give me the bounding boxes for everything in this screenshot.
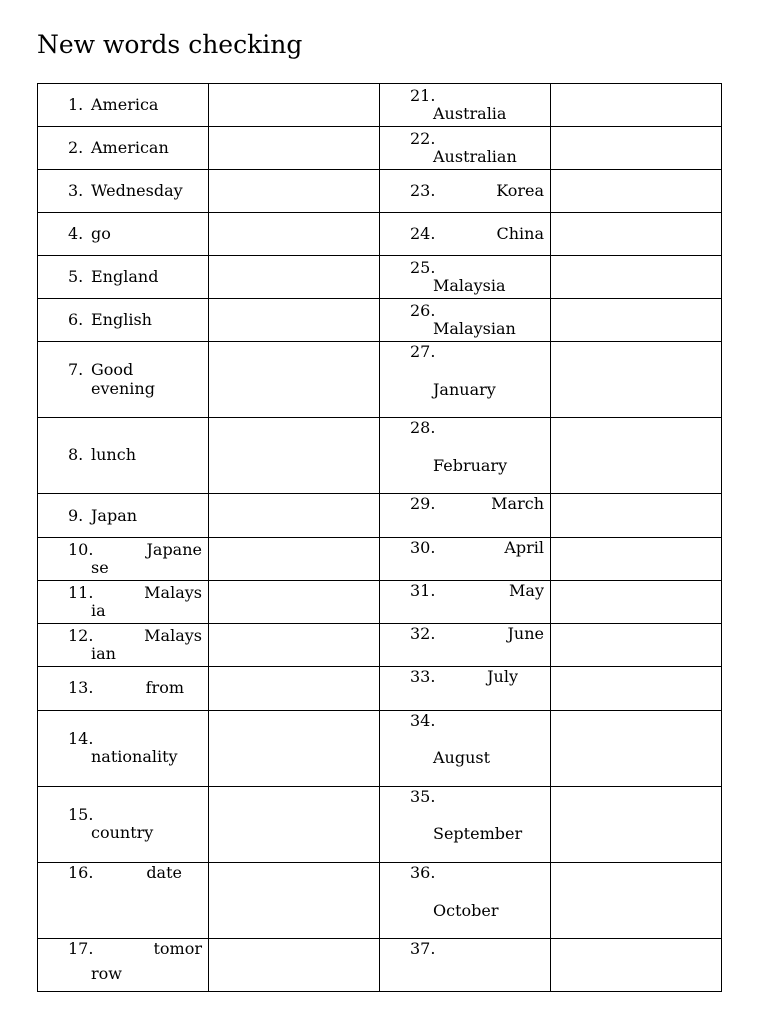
item-word: August	[433, 748, 491, 767]
item-number: 37.	[410, 939, 436, 958]
item-number: 3.	[68, 181, 84, 200]
left-answer-cell[interactable]	[209, 494, 380, 538]
item-number: 15.	[68, 805, 94, 824]
table-row	[38, 170, 722, 213]
left-answer-cell[interactable]	[209, 213, 380, 256]
right-answer-cell[interactable]	[551, 170, 722, 213]
item-number: 25.	[410, 258, 436, 277]
item-number: 30.	[410, 538, 436, 557]
table-row	[38, 127, 722, 170]
left-word-cell	[38, 342, 209, 418]
table-row	[38, 418, 722, 494]
right-answer-cell[interactable]	[551, 494, 722, 538]
item-word: March	[491, 494, 544, 513]
right-answer-cell[interactable]	[551, 256, 722, 299]
left-answer-cell[interactable]	[209, 342, 380, 418]
item-word: lunch	[91, 445, 136, 464]
table-row	[38, 342, 722, 418]
right-word-cell	[380, 342, 551, 418]
item-word: June	[507, 624, 544, 643]
table-row	[38, 494, 722, 538]
table-row	[38, 256, 722, 299]
item-number: 16.	[68, 863, 94, 882]
item-word: Malaysia	[433, 276, 506, 295]
table-row	[38, 299, 722, 342]
right-word-cell	[380, 256, 551, 299]
item-word: Australia	[433, 104, 507, 123]
item-word: go	[91, 224, 111, 243]
item-word: from	[145, 678, 184, 697]
right-word-cell	[380, 494, 551, 538]
left-word-cell	[38, 939, 209, 992]
right-answer-cell[interactable]	[551, 863, 722, 939]
item-word-continued: ian	[91, 644, 116, 663]
left-answer-cell[interactable]	[209, 84, 380, 127]
item-word: May	[509, 581, 544, 600]
right-answer-cell[interactable]	[551, 939, 722, 992]
table-row	[38, 624, 722, 667]
item-word: Malays	[144, 626, 202, 645]
left-word-cell	[38, 299, 209, 342]
left-word-cell	[38, 711, 209, 787]
right-answer-cell[interactable]	[551, 342, 722, 418]
item-number: 9.	[68, 506, 84, 525]
item-word: September	[433, 824, 523, 843]
item-word: tomor	[153, 939, 202, 958]
left-answer-cell[interactable]	[209, 939, 380, 992]
right-word-cell	[380, 127, 551, 170]
left-answer-cell[interactable]	[209, 538, 380, 581]
right-answer-cell[interactable]	[551, 667, 722, 711]
left-word-cell	[38, 624, 209, 667]
item-number: 17.	[68, 939, 94, 958]
item-number: 10.	[68, 540, 94, 559]
item-number: 35.	[410, 787, 436, 806]
right-word-cell	[380, 711, 551, 787]
item-word: American	[91, 138, 169, 157]
item-number: 28.	[410, 418, 436, 437]
item-word: country	[91, 823, 154, 842]
left-word-cell	[38, 213, 209, 256]
left-answer-cell[interactable]	[209, 624, 380, 667]
item-word-continued: se	[91, 558, 109, 577]
left-word-cell	[38, 538, 209, 581]
right-answer-cell[interactable]	[551, 127, 722, 170]
right-answer-cell[interactable]	[551, 538, 722, 581]
left-answer-cell[interactable]	[209, 711, 380, 787]
word-table	[37, 83, 722, 992]
item-number: 2.	[68, 138, 84, 157]
right-answer-cell[interactable]	[551, 84, 722, 127]
right-answer-cell[interactable]	[551, 787, 722, 863]
left-answer-cell[interactable]	[209, 667, 380, 711]
item-word: Korea	[496, 181, 544, 200]
item-word: Japane	[146, 540, 202, 559]
left-answer-cell[interactable]	[209, 299, 380, 342]
table-row	[38, 84, 722, 127]
item-word: July	[487, 667, 518, 686]
table-row	[38, 581, 722, 624]
left-answer-cell[interactable]	[209, 418, 380, 494]
right-word-cell	[380, 581, 551, 624]
left-answer-cell[interactable]	[209, 581, 380, 624]
left-word-cell	[38, 863, 209, 939]
item-word: England	[91, 267, 159, 286]
right-word-cell	[380, 299, 551, 342]
left-answer-cell[interactable]	[209, 170, 380, 213]
right-answer-cell[interactable]	[551, 624, 722, 667]
item-word: nationality	[91, 747, 178, 766]
item-number: 14.	[68, 729, 94, 748]
table-row	[38, 939, 722, 992]
item-word-continued: evening	[91, 379, 155, 398]
right-word-cell	[380, 213, 551, 256]
left-answer-cell[interactable]	[209, 256, 380, 299]
item-word: Wednesday	[91, 181, 183, 200]
item-word-continued: ia	[91, 601, 106, 620]
item-word: date	[146, 863, 182, 882]
right-word-cell	[380, 418, 551, 494]
right-word-cell	[380, 863, 551, 939]
item-number: 26.	[410, 301, 436, 320]
left-word-cell	[38, 581, 209, 624]
right-word-cell	[380, 84, 551, 127]
table-row	[38, 213, 722, 256]
right-answer-cell[interactable]	[551, 711, 722, 787]
item-number: 29.	[410, 494, 436, 513]
item-word: America	[91, 95, 159, 114]
item-number: 34.	[410, 711, 436, 730]
left-word-cell	[38, 667, 209, 711]
item-word: Japan	[91, 506, 138, 525]
item-number: 1.	[68, 95, 84, 114]
item-number: 21.	[410, 86, 436, 105]
table-row	[38, 863, 722, 939]
left-word-cell	[38, 494, 209, 538]
left-word-cell	[38, 256, 209, 299]
item-word: January	[433, 380, 496, 399]
item-number: 6.	[68, 310, 84, 329]
right-answer-cell[interactable]	[551, 581, 722, 624]
right-word-cell	[380, 787, 551, 863]
item-word-continued: row	[91, 964, 122, 983]
table-row	[38, 538, 722, 581]
page-title: New words checking	[37, 30, 303, 59]
item-number: 12.	[68, 626, 94, 645]
item-word: Malaysian	[433, 319, 516, 338]
item-number: 4.	[68, 224, 84, 243]
right-word-cell	[380, 538, 551, 581]
item-number: 11.	[68, 583, 94, 602]
item-number: 8.	[68, 445, 84, 464]
item-word: April	[504, 538, 544, 557]
item-number: 22.	[410, 129, 436, 148]
item-number: 13.	[68, 678, 94, 697]
item-number: 23.	[410, 181, 436, 200]
item-word: Australian	[433, 147, 517, 166]
left-answer-cell[interactable]	[209, 863, 380, 939]
item-number: 33.	[410, 667, 436, 686]
item-word: February	[433, 456, 508, 475]
table-row	[38, 667, 722, 711]
item-number: 36.	[410, 863, 436, 882]
left-word-cell	[38, 170, 209, 213]
item-word: October	[433, 901, 499, 920]
item-word: China	[496, 224, 544, 243]
right-word-cell	[380, 939, 551, 992]
right-word-cell	[380, 170, 551, 213]
left-word-cell	[38, 418, 209, 494]
left-answer-cell[interactable]	[209, 127, 380, 170]
left-answer-cell[interactable]	[209, 787, 380, 863]
item-number: 24.	[410, 224, 436, 243]
item-number: 32.	[410, 624, 436, 643]
right-answer-cell[interactable]	[551, 299, 722, 342]
item-word: Malays	[144, 583, 202, 602]
item-word: English	[91, 310, 152, 329]
left-word-cell	[38, 787, 209, 863]
left-word-cell	[38, 127, 209, 170]
right-word-cell	[380, 667, 551, 711]
right-answer-cell[interactable]	[551, 213, 722, 256]
item-number: 5.	[68, 267, 84, 286]
left-word-cell	[38, 84, 209, 127]
right-answer-cell[interactable]	[551, 418, 722, 494]
item-number: 31.	[410, 581, 436, 600]
right-word-cell	[380, 624, 551, 667]
table-row	[38, 787, 722, 863]
table-row	[38, 711, 722, 787]
item-word: Good	[91, 360, 134, 379]
item-number: 7.	[68, 360, 84, 379]
item-number: 27.	[410, 342, 436, 361]
